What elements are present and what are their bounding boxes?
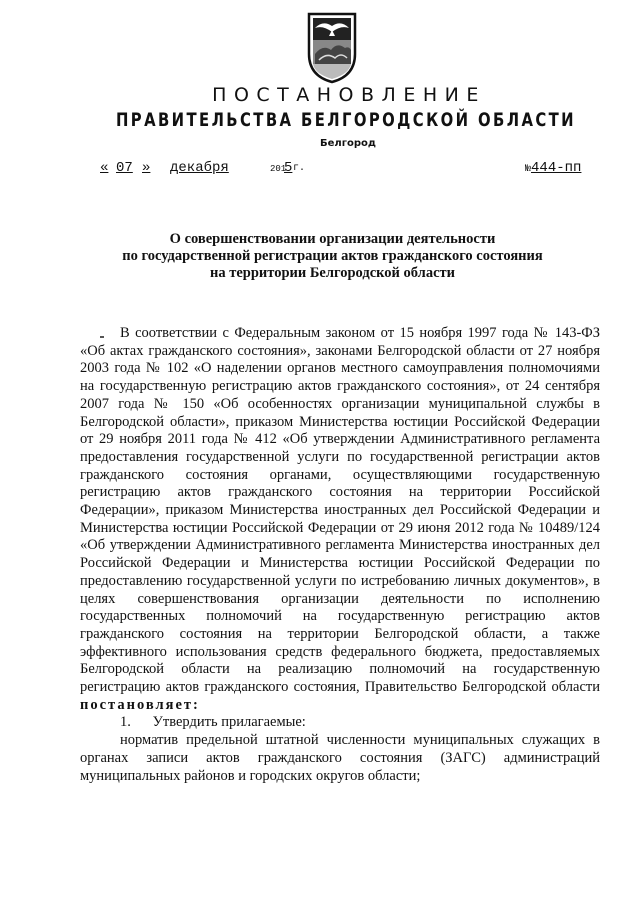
document-number [525,160,581,176]
date-year-suffix: 5 [284,160,293,176]
document-title [80,231,585,282]
preamble-text: В соответствии с Федеральным законом от 15 ноября 1997 года № 143-ФЗ «Об актах гражданского состояния», законами Белгородской области от 27 ноября 2003 года № 102 «О наделении органов местного самоуправления полномочиями на государственную регистрацию актов гражданского состояния», от 24 сентября 2007 года № 150 «Об особенностях организации муниципальной службы в Белгородской области», приказом Министерства юстиции Российской Федерации от 29 ноября 2011 года № 412 «Об утверждении Административного регламента предоставления государственной услуги по государственной регистрации актов гражданского состояния органами, осуществляющими государственную регистрацию актов гражданского состояния на территории Российской Федерации», приказом Министерства иностранных дел Российской Федерации и Министерства юстиции Российской Федерации от 29 июня 2012 года № 10489/124 «Об утверждении Административного регламента Министерства иностранных дел Российской Федерации и Министерства юстиции Российской Федерации по предоставлению государственной услуги по истребованию личных документов», в целях совершенствования организации деятельности по исполнению государственных полномочий на государственную регистрацию актов гражданского состояния на территории Белгородской области, а также эффективного использования средств федерального бюджета, предоставляемых Белгородской области на реализацию полномочий на государственную регистрацию актов гражданского состояния, Правительство Белгородской области [80,325,600,696]
title-line-1: О совершенствовании организации деятельности [169,231,496,247]
date-year-prefix: 201 [270,164,287,174]
issuer-heading: ПРАВИТЕЛЬСТВА БЕЛГОРОДСКОЙ ОБЛАСТИ [115,108,576,131]
preamble-paragraph [80,325,600,714]
title-line-3: на территории Белгородской области [210,265,455,281]
decree-word: постановляет: [80,696,200,713]
item-1-subitem: норматив предельной штатной численности муниципальных служащих в органах записи актов гражданского состояния (ЗАГС) администраций муниципальных районов и городских округов области; [80,732,600,784]
coat-of-arms-icon [305,10,359,84]
document-body [80,325,600,785]
number-value: 444-пп [531,160,582,176]
date-year-tail: г. [293,163,306,174]
number-prefix: № [525,164,532,175]
city-label: Белгород [320,138,376,149]
title-line-2: по государственной регистрации актов гражданского состояния [122,248,543,264]
date-month: декабря [170,160,229,176]
date-day: 07 [116,160,133,176]
item-1: 1. Утвердить прилагаемые: [120,714,306,731]
date-quote-open: « [100,160,109,176]
date-quote-close: » [142,160,151,176]
document-type-heading: ПОСТАНОВЛЕНИЕ [212,84,486,106]
